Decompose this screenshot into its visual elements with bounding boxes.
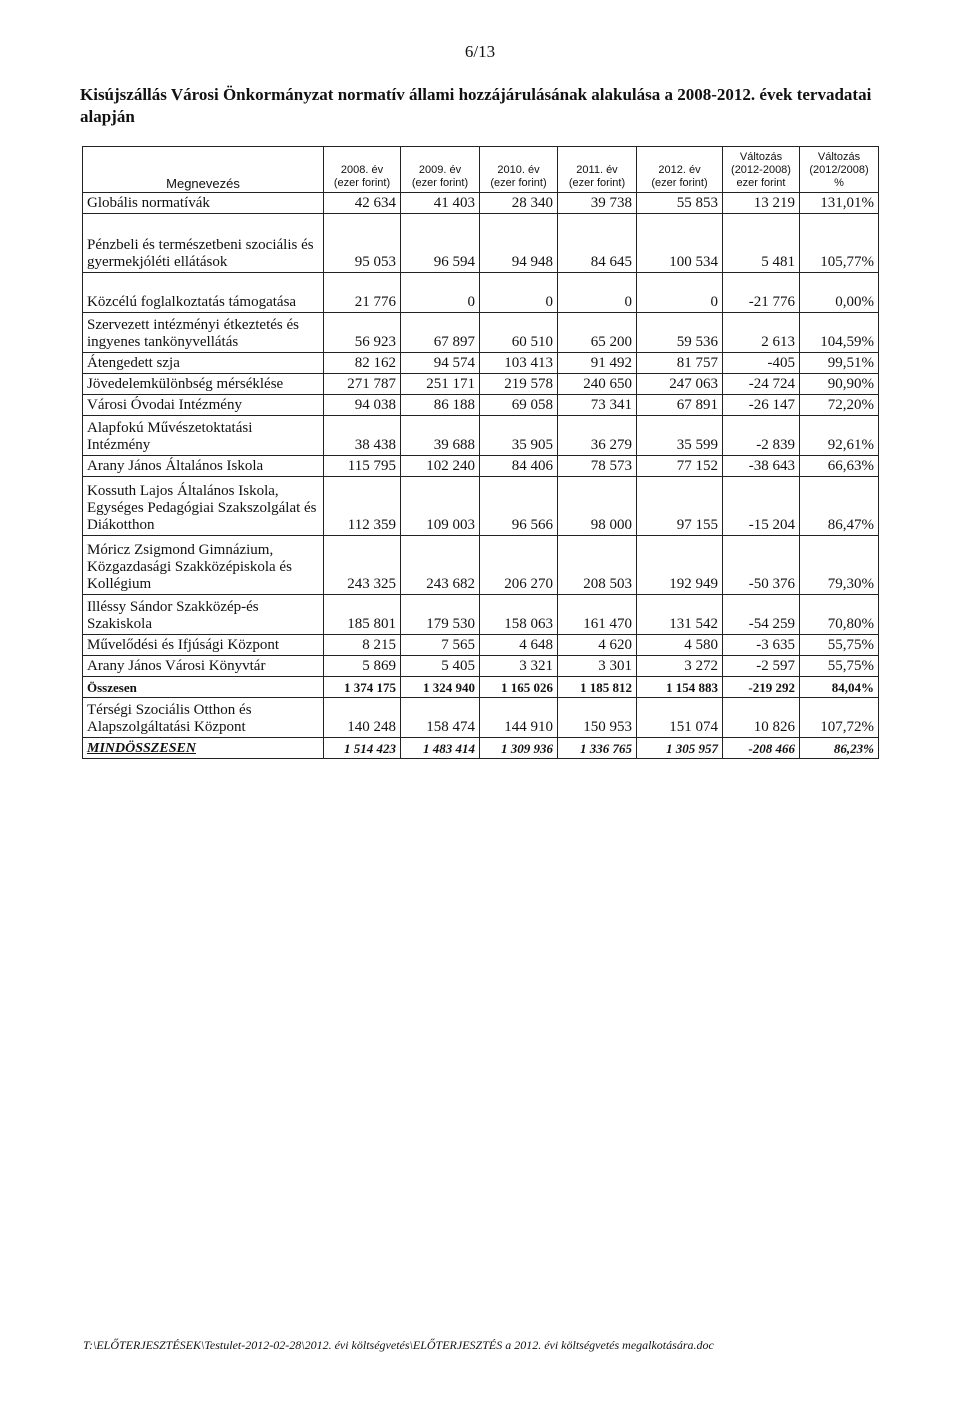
row-value: 185 801 — [324, 595, 401, 635]
row-value: 95 053 — [324, 214, 401, 273]
row-label: Városi Óvodai Intézmény — [83, 395, 324, 416]
row-value: 100 534 — [637, 214, 723, 273]
row-value: 2 613 — [723, 313, 800, 353]
row-value: 38 438 — [324, 416, 401, 456]
row-label: Kossuth Lajos Általános Iskola, Egységes Pedagógiai Szakszolgálat és Diákotthon — [83, 477, 324, 536]
row-value: 219 578 — [480, 374, 558, 395]
table-row — [83, 374, 879, 395]
row-value: 240 650 — [558, 374, 637, 395]
row-label: Illéssy Sándor Szakközép-és Szakiskola — [83, 595, 324, 635]
row-value: 56 923 — [324, 313, 401, 353]
row-value: 98 000 — [558, 477, 637, 536]
row-value: 39 738 — [558, 193, 637, 214]
row-value: 131,01% — [800, 193, 879, 214]
row-value: 7 565 — [401, 635, 480, 656]
row-value: 1 305 957 — [637, 738, 723, 759]
row-value: -208 466 — [723, 738, 800, 759]
row-value: 84 645 — [558, 214, 637, 273]
header-col-2012: 2012. év (ezer forint) — [637, 147, 723, 193]
row-value: 84,04% — [800, 677, 879, 698]
row-value: 109 003 — [401, 477, 480, 536]
row-value: 5 869 — [324, 656, 401, 677]
table-row — [83, 738, 879, 759]
header-col-2008: 2008. év (ezer forint) — [324, 147, 401, 193]
row-value: 39 688 — [401, 416, 480, 456]
row-value: 84 406 — [480, 456, 558, 477]
table-row — [83, 214, 879, 273]
row-value: 112 359 — [324, 477, 401, 536]
row-label: Alapfokú Művészetoktatási Intézmény — [83, 416, 324, 456]
row-value: -21 776 — [723, 273, 800, 313]
row-value: 4 620 — [558, 635, 637, 656]
row-value: 36 279 — [558, 416, 637, 456]
row-value: 0 — [558, 273, 637, 313]
header-col-change-pct: Változás (2012/2008) % — [800, 147, 879, 193]
row-value: 91 492 — [558, 353, 637, 374]
row-value: 206 270 — [480, 536, 558, 595]
row-value: 1 185 812 — [558, 677, 637, 698]
row-value: 247 063 — [637, 374, 723, 395]
row-label: Globális normatívák — [83, 193, 324, 214]
row-value: 86,47% — [800, 477, 879, 536]
row-value: 1 514 423 — [324, 738, 401, 759]
table-row — [83, 416, 879, 456]
row-value: -3 635 — [723, 635, 800, 656]
row-value: 90,90% — [800, 374, 879, 395]
row-value: 103 413 — [480, 353, 558, 374]
row-value: 3 321 — [480, 656, 558, 677]
row-value: 115 795 — [324, 456, 401, 477]
row-value: 97 155 — [637, 477, 723, 536]
table-row — [83, 635, 879, 656]
row-value: 1 165 026 — [480, 677, 558, 698]
table-row — [83, 273, 879, 313]
row-value: 4 580 — [637, 635, 723, 656]
row-value: 60 510 — [480, 313, 558, 353]
row-value: 3 301 — [558, 656, 637, 677]
row-label: MINDÖSSZESEN — [83, 738, 324, 759]
row-value: 1 309 936 — [480, 738, 558, 759]
table-row — [83, 353, 879, 374]
row-value: 161 470 — [558, 595, 637, 635]
row-value: 131 542 — [637, 595, 723, 635]
row-value: 86,23% — [800, 738, 879, 759]
row-value: 104,59% — [800, 313, 879, 353]
table-body — [83, 193, 879, 759]
row-value: 271 787 — [324, 374, 401, 395]
row-value: 4 648 — [480, 635, 558, 656]
row-value: 243 325 — [324, 536, 401, 595]
table-row — [83, 193, 879, 214]
row-value: 70,80% — [800, 595, 879, 635]
row-label: Arany János Városi Könyvtár — [83, 656, 324, 677]
row-value: 92,61% — [800, 416, 879, 456]
row-value: 140 248 — [324, 698, 401, 738]
row-value: -2 839 — [723, 416, 800, 456]
row-value: 79,30% — [800, 536, 879, 595]
row-value: 96 566 — [480, 477, 558, 536]
row-value: 55,75% — [800, 635, 879, 656]
row-value: 151 074 — [637, 698, 723, 738]
row-value: -38 643 — [723, 456, 800, 477]
row-label: Pénzbeli és természetbeni szociális és gyermekjóléti ellátások — [83, 214, 324, 273]
table-row — [83, 456, 879, 477]
row-value: 158 063 — [480, 595, 558, 635]
table-row — [83, 536, 879, 595]
row-value: 13 219 — [723, 193, 800, 214]
row-label: Jövedelemkülönbség mérséklése — [83, 374, 324, 395]
row-value: 3 272 — [637, 656, 723, 677]
row-value: 55 853 — [637, 193, 723, 214]
row-value: 69 058 — [480, 395, 558, 416]
row-value: 73 341 — [558, 395, 637, 416]
row-value: 107,72% — [800, 698, 879, 738]
row-value: 86 188 — [401, 395, 480, 416]
table-row — [83, 477, 879, 536]
row-value: 1 154 883 — [637, 677, 723, 698]
row-value: 8 215 — [324, 635, 401, 656]
header-col-2011: 2011. év (ezer forint) — [558, 147, 637, 193]
row-label: Művelődési és Ifjúsági Központ — [83, 635, 324, 656]
row-value: 67 897 — [401, 313, 480, 353]
row-label: Arany János Általános Iskola — [83, 456, 324, 477]
header-col-change-abs: Változás (2012-2008) ezer forint — [723, 147, 800, 193]
row-value: 94 948 — [480, 214, 558, 273]
row-value: 1 336 765 — [558, 738, 637, 759]
table-header-row — [83, 147, 879, 193]
row-value: 59 536 — [637, 313, 723, 353]
row-value: 5 405 — [401, 656, 480, 677]
row-value: 35 599 — [637, 416, 723, 456]
row-label: Összesen — [83, 677, 324, 698]
row-value: 0 — [480, 273, 558, 313]
row-value: 41 403 — [401, 193, 480, 214]
row-value: 99,51% — [800, 353, 879, 374]
row-value: 1 483 414 — [401, 738, 480, 759]
header-name: Megnevezés — [83, 147, 324, 193]
table-row — [83, 656, 879, 677]
table-row — [83, 677, 879, 698]
row-value: 55,75% — [800, 656, 879, 677]
table-row — [83, 698, 879, 738]
row-value: -405 — [723, 353, 800, 374]
row-value: 5 481 — [723, 214, 800, 273]
row-value: 243 682 — [401, 536, 480, 595]
row-value: 208 503 — [558, 536, 637, 595]
table-row — [83, 395, 879, 416]
row-value: 77 152 — [637, 456, 723, 477]
header-col-2009: 2009. év (ezer forint) — [401, 147, 480, 193]
row-value: 144 910 — [480, 698, 558, 738]
row-value: -26 147 — [723, 395, 800, 416]
row-value: 179 530 — [401, 595, 480, 635]
row-value: 94 574 — [401, 353, 480, 374]
row-value: 35 905 — [480, 416, 558, 456]
row-value: -2 597 — [723, 656, 800, 677]
page-number: 6/13 — [464, 42, 496, 61]
row-value: 0,00% — [800, 273, 879, 313]
row-value: 67 891 — [637, 395, 723, 416]
table-row — [83, 595, 879, 635]
row-label: Közcélú foglalkoztatás támogatása — [83, 273, 324, 313]
row-value: 10 826 — [723, 698, 800, 738]
row-value: 251 171 — [401, 374, 480, 395]
row-value: -24 724 — [723, 374, 800, 395]
row-value: 81 757 — [637, 353, 723, 374]
row-value: 42 634 — [324, 193, 401, 214]
row-label: Móricz Zsigmond Gimnázium, Közgazdasági Szakközépiskola és Kollégium — [83, 536, 324, 595]
row-value: 102 240 — [401, 456, 480, 477]
row-value: 94 038 — [324, 395, 401, 416]
row-value: 96 594 — [401, 214, 480, 273]
row-value: 1 324 940 — [401, 677, 480, 698]
row-value: -50 376 — [723, 536, 800, 595]
row-value: 158 474 — [401, 698, 480, 738]
row-label: Átengedett szja — [83, 353, 324, 374]
row-value: 66,63% — [800, 456, 879, 477]
row-value: 1 374 175 — [324, 677, 401, 698]
row-value: 0 — [637, 273, 723, 313]
row-value: -54 259 — [723, 595, 800, 635]
row-value: 0 — [401, 273, 480, 313]
row-value: 150 953 — [558, 698, 637, 738]
document-title: Kisújszállás Városi Önkormányzat normatív állami hozzájárulásának alakulása a 2008-2012. évek tervadatai alapján — [80, 85, 872, 126]
row-value: 65 200 — [558, 313, 637, 353]
budget-table — [82, 146, 879, 759]
row-label: Térségi Szociális Otthon és Alapszolgáltatási Központ — [83, 698, 324, 738]
row-value: -15 204 — [723, 477, 800, 536]
row-label: Szervezett intézményi étkeztetés és ingyenes tankönyvellátás — [83, 313, 324, 353]
row-value: 28 340 — [480, 193, 558, 214]
table-row — [83, 313, 879, 353]
row-value: 105,77% — [800, 214, 879, 273]
row-value: -219 292 — [723, 677, 800, 698]
header-col-2010: 2010. év (ezer forint) — [480, 147, 558, 193]
row-value: 192 949 — [637, 536, 723, 595]
row-value: 82 162 — [324, 353, 401, 374]
row-value: 21 776 — [324, 273, 401, 313]
row-value: 78 573 — [558, 456, 637, 477]
row-value: 72,20% — [800, 395, 879, 416]
footer-file-path: T:\ELŐTERJESZTÉSEK\Testulet-2012-02-28\2012. évi költségvetés\ELŐTERJESZTÉS a 2012. évi költségvetés megalkotására.doc — [83, 1338, 714, 1352]
